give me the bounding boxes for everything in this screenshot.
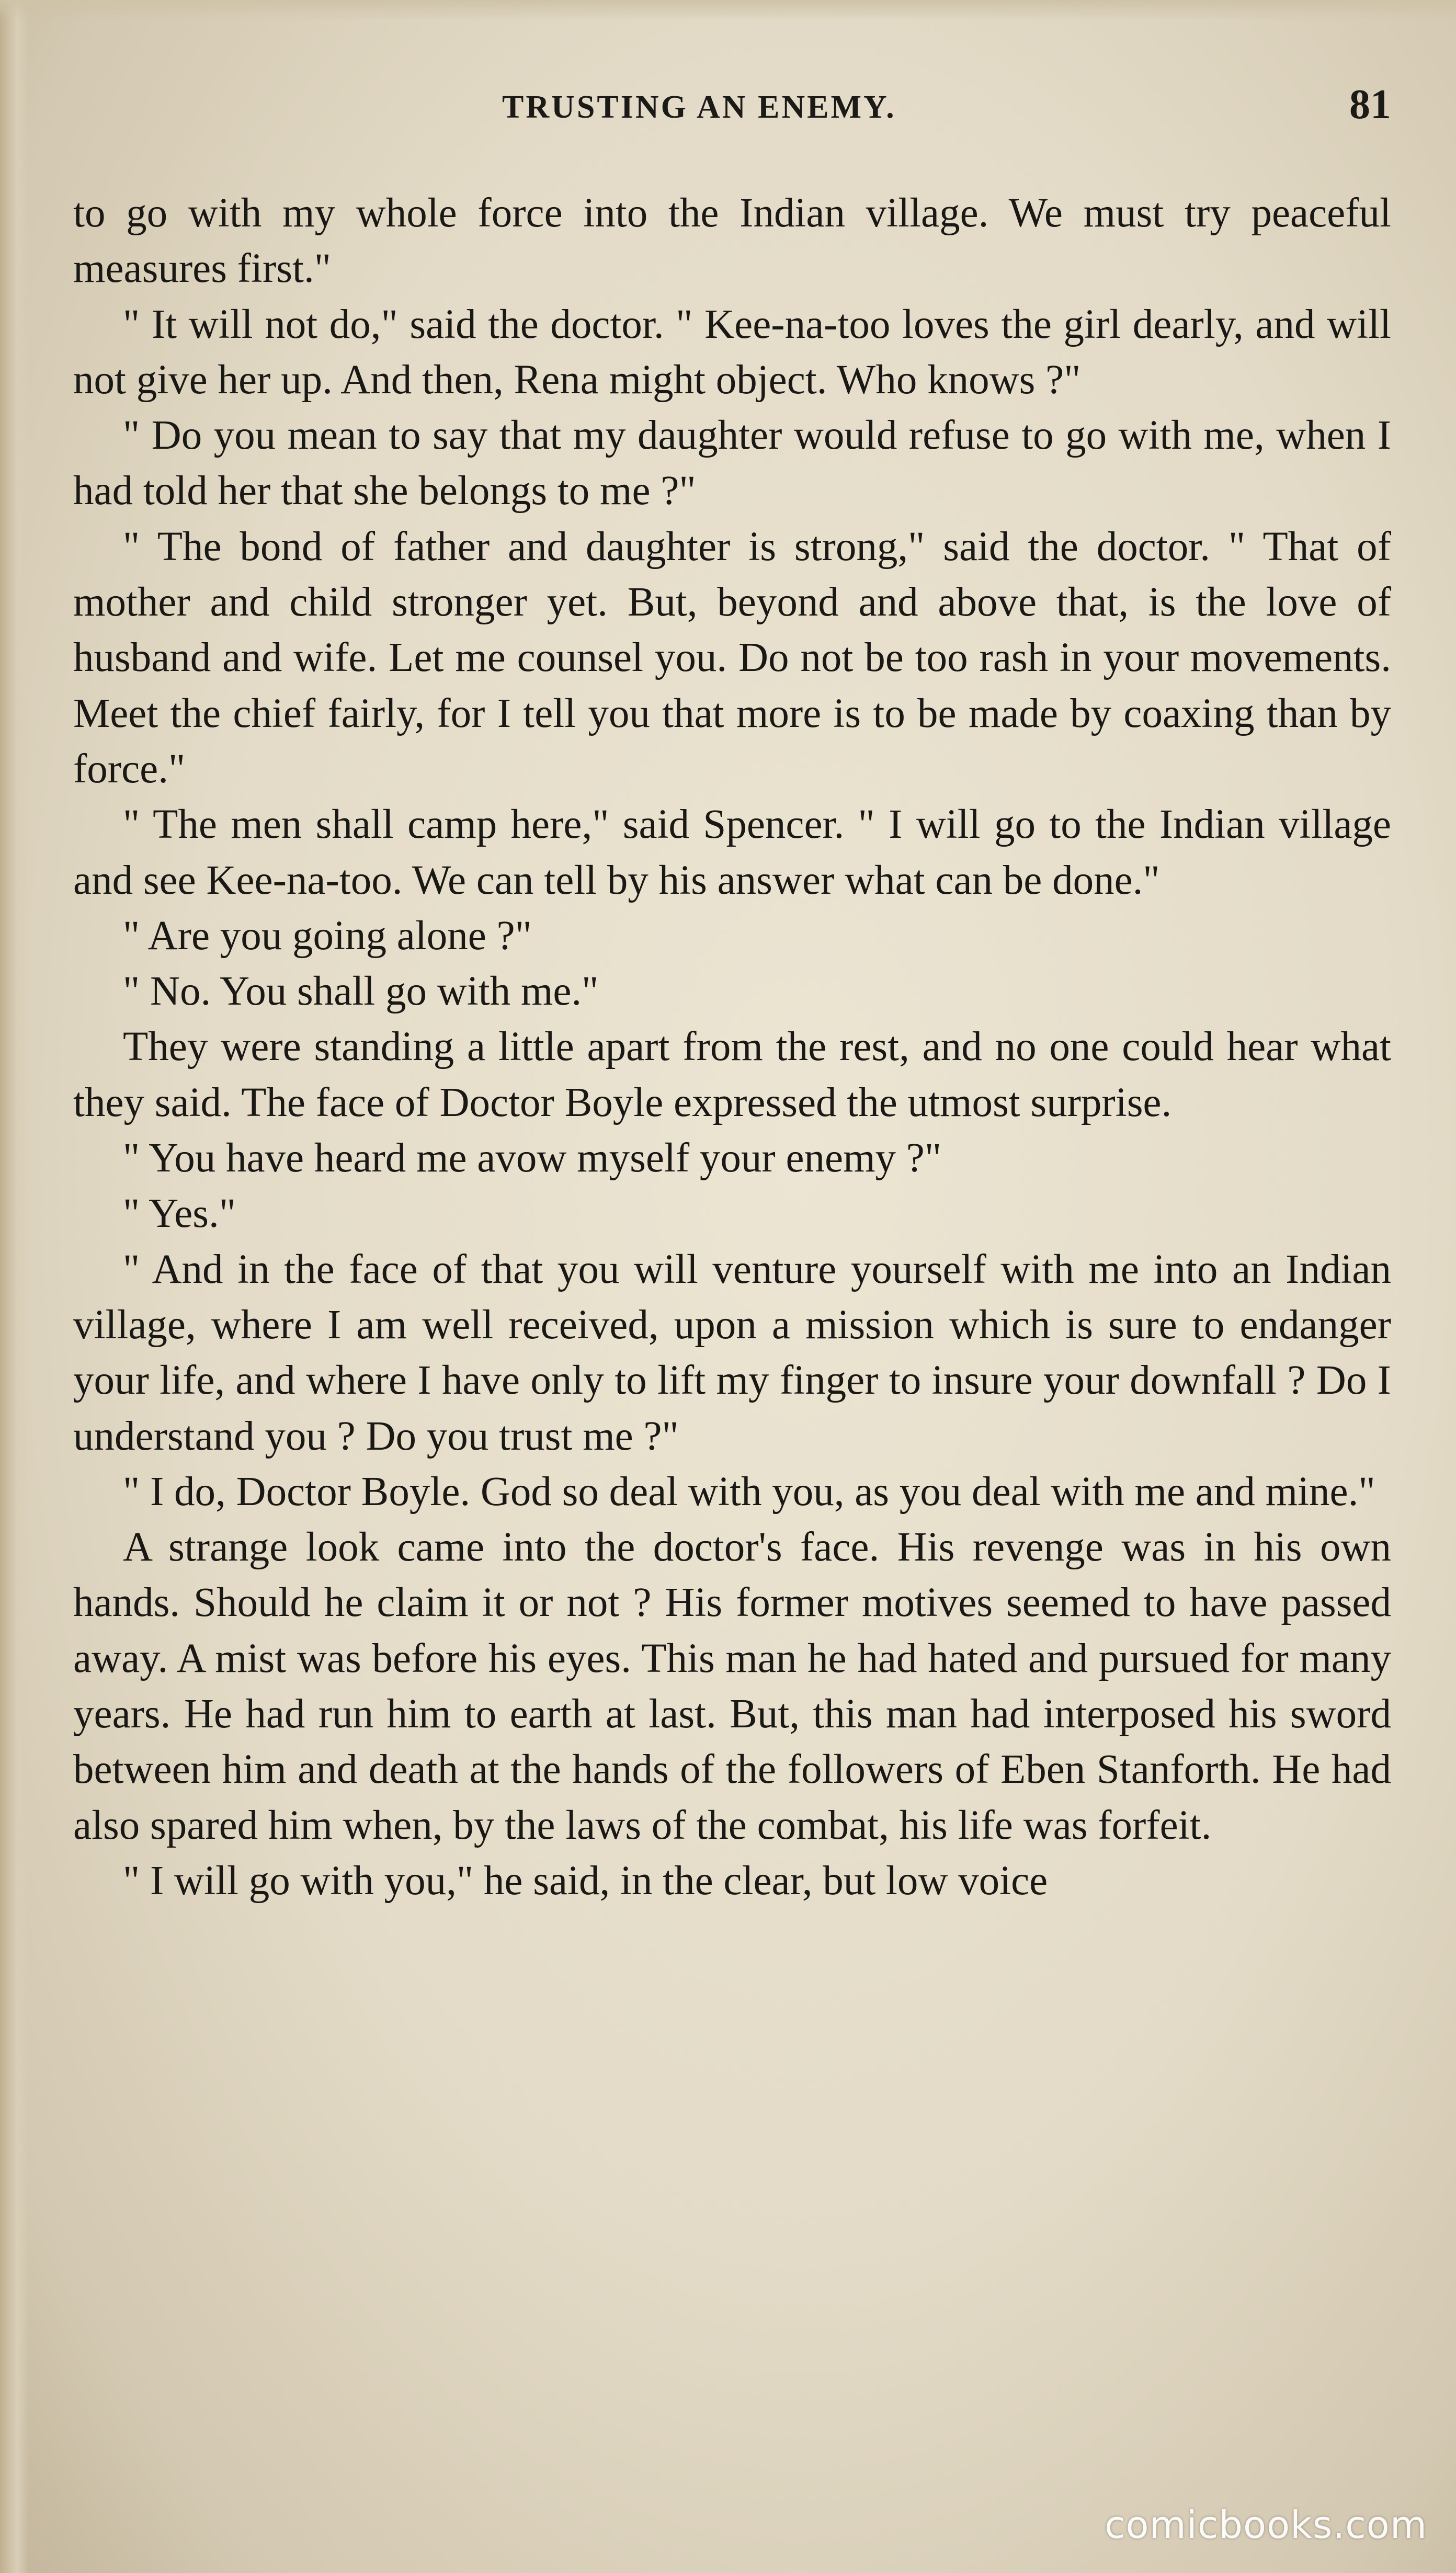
paragraph: " The bond of father and daughter is strong," said the doctor. " That of mother and child stronger yet. But, beyond and above that, is the love of husband and wife. Let me counsel you. Do not be too rash in your movements. Meet the chief fairly, for I tell you that more is to be made by coaxing than by force." xyxy=(73,523,1391,792)
paragraph: " I will go with you," he said, in the clear, but low voice xyxy=(123,1858,1048,1904)
paragraph: A strange look came into the doctor's face. His revenge was in his own hands. Should he claim it or not ? His former motives seemed to have passed away. A mist was before his eyes. This man he had hated and pursued for many years. He had run him to earth at last. But, this man had interposed his sword between him and death at the hands of the followers of Eben Stanforth. He had also spared him when, by the laws of the combat, his life was forfeit. xyxy=(73,1524,1391,1848)
page-header xyxy=(73,78,1391,136)
paragraph: " The men shall camp here," said Spencer. " I will go to the Indian village and see Kee-na-too. We can tell by his answer what can be done." xyxy=(73,802,1391,903)
paragraph: " It will not do," said the doctor. " Kee-na-too loves the girl dearly, and will not give her up. And then, Rena might object. Who knows ?" xyxy=(73,301,1391,403)
paragraph: to go with my whole force into the Indian village. We must try peaceful measures first." xyxy=(73,190,1391,292)
paragraph: " You have heard me avow myself your enemy ?" xyxy=(123,1135,942,1181)
body-text xyxy=(73,186,1391,1909)
page-edge-shadow xyxy=(0,0,29,2573)
paragraph: " And in the face of that you will venture yourself with me into an Indian village, where I am well received, upon a mission which is sure to endanger your life, and where I have only to lift my finger to insure your downfall ? Do I understand you ? Do you trust me ?" xyxy=(73,1246,1391,1459)
paragraph: " No. You shall go with me." xyxy=(123,969,599,1015)
page-number: 81 xyxy=(1349,82,1391,128)
paragraph: " Yes." xyxy=(123,1191,236,1237)
running-head: TRUSTING AN ENEMY. xyxy=(502,89,896,125)
page-top-shadow xyxy=(0,0,1456,21)
paragraph: " I do, Doctor Boyle. God so deal with you, as you deal with me and mine." xyxy=(123,1468,1375,1515)
paragraph: They were standing a little apart from the rest, and no one could hear what they said. The face of Doctor Boyle expressed the utmost surprise. xyxy=(73,1024,1391,1125)
paragraph: " Are you going alone ?" xyxy=(123,913,532,959)
paragraph: " Do you mean to say that my daughter would refuse to go with me, when I had told her that she belongs to me ?" xyxy=(73,413,1391,514)
watermark: comicbooks.com xyxy=(1104,2503,1427,2547)
